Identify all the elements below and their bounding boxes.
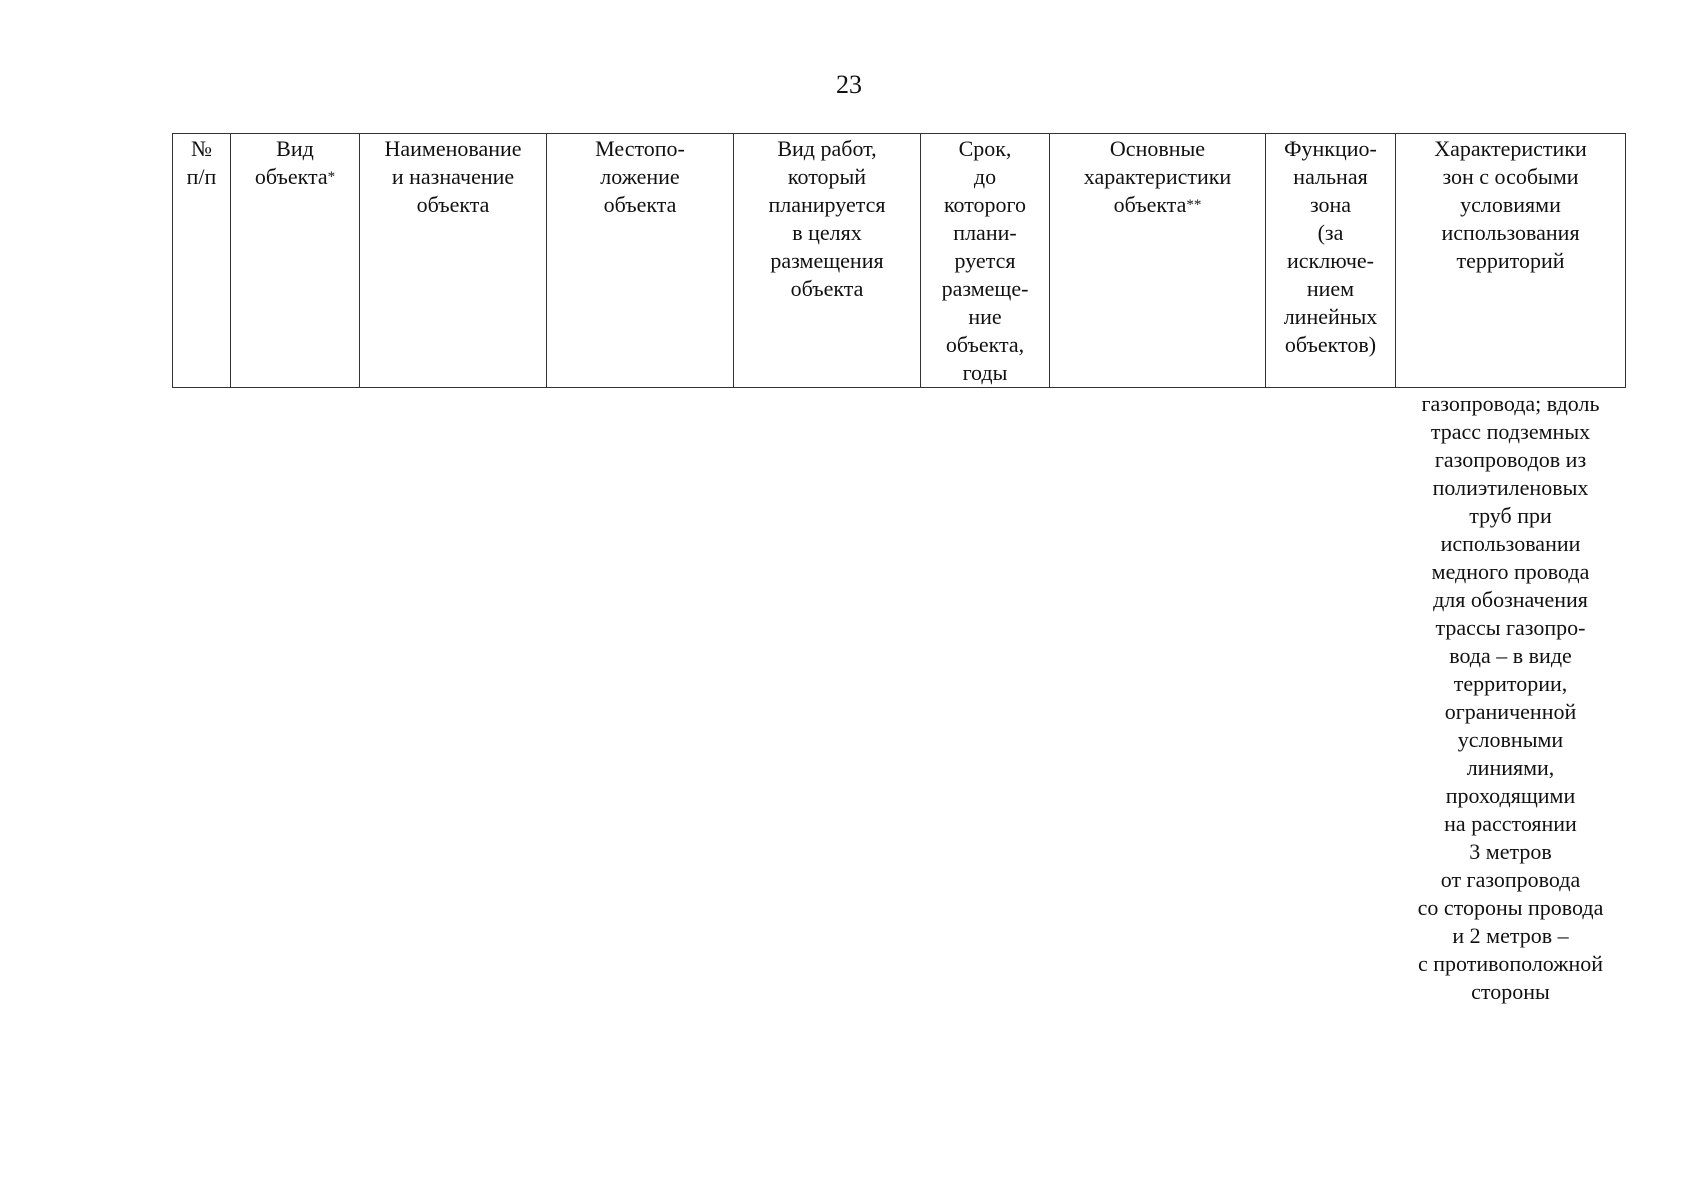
page-number: 23 <box>836 70 862 99</box>
table-cell <box>360 388 547 1007</box>
special-zones-cell: газопровода; вдоль трасс подземных газопроводов из полиэтиленовых труб при использовании медного провода для обозначения трассы газопро- вода – в виде территории, ограниченной условными линиями, проходящими на расстоянии 3 метров от газопровода со стороны провода и 2 метров – с противоположной стороны <box>1417 391 1604 1004</box>
header-object-type: Вид объекта* <box>231 134 360 388</box>
table-row <box>173 388 1626 1007</box>
header-functional-zone: Функцио- нальная зона (за исключе- нием линейных объектов) <box>1266 134 1396 388</box>
header-deadline: Срок, до которого плани- руется размеще- ние объекта, годы <box>921 134 1050 388</box>
table-cell <box>173 388 231 1007</box>
table-cell <box>734 388 921 1007</box>
table-cell <box>921 388 1050 1007</box>
header-number: № п/п <box>173 134 231 388</box>
header-object-name: Наименование и назначение объекта <box>360 134 547 388</box>
header-object-location: Местопо- ложение объекта <box>547 134 734 388</box>
table-header-row <box>173 134 1626 388</box>
table-cell <box>231 388 360 1007</box>
planned-objects-table <box>172 133 1626 1006</box>
table-cell <box>1266 388 1396 1007</box>
header-work-type: Вид работ, который планируется в целях размещения объекта <box>734 134 921 388</box>
header-special-zones: Характеристики зон с особыми условиями использования территорий <box>1396 134 1626 388</box>
table-cell <box>547 388 734 1007</box>
table-cell <box>1050 388 1266 1007</box>
header-main-characteristics: Основные характеристики объекта** <box>1050 134 1266 388</box>
